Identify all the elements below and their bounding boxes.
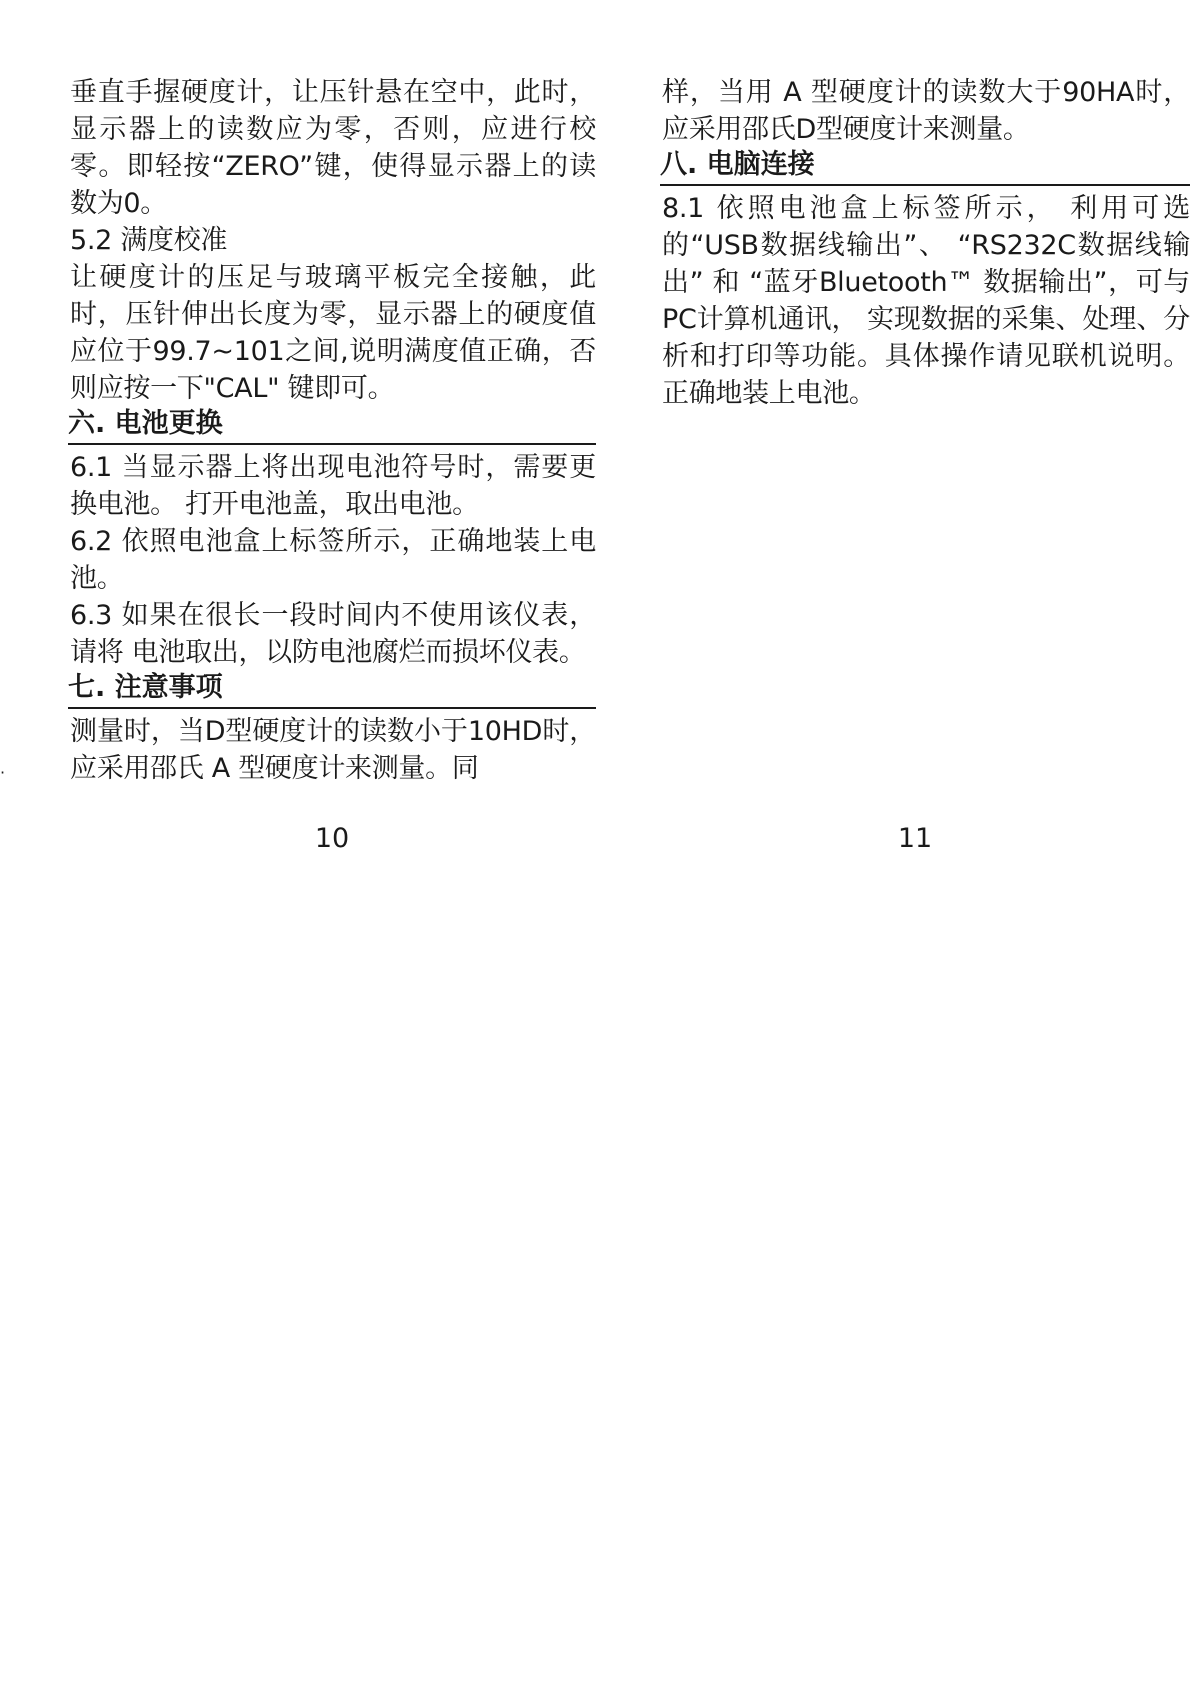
item-6-1: 6.1 当显示器上将出现电池符号时，需要更换电池。 打开电池盖，取出电池。 bbox=[70, 452, 596, 520]
item-6-3: 6.3 如果在很长一段时间内不使用该仪表，请将 电池取出，以防电池腐烂而损坏仪表。 bbox=[70, 600, 596, 668]
section-8-heading: 八. 电脑连接 bbox=[660, 148, 1190, 186]
section-6-heading: 六. 电池更换 bbox=[68, 407, 596, 445]
item-6-2: 6.2 依照电池盒上标签所示，正确地装上电池。 bbox=[70, 526, 596, 594]
subsection-5-2-text: 让硬度计的压足与玻璃平板完全接触，此时，压针伸出长度为零，显示器上的硬度值应位于99.7~101之间,说明满度值正确，否则应按一下"CAL" 键即可。 bbox=[70, 262, 596, 404]
right-page bbox=[662, 74, 1190, 412]
section-7-heading: 七. 注意事项 bbox=[68, 671, 596, 709]
left-page bbox=[70, 74, 596, 787]
intro-paragraph: 垂直手握硬度计，让压针悬在空中，此时，显示器上的读数应为零，否则，应进行校零。即轻按“ZERO”键，使得显示器上的读数为0。 bbox=[70, 77, 596, 219]
section-7-text: 测量时，当D型硬度计的读数小于10HD时，应采用邵氏 A 型硬度计来测量。同 bbox=[70, 716, 596, 784]
item-8-1: 8.1 依照电池盒上标签所示， 利用可选的“USB数据线输出”、 “RS232C数据线输出” 和 “蓝牙Bluetooth™ 数据输出”，可与PC计算机通讯， 实现数据的采集、处理、分析和打印等功能。具体操作请见联机说明。正确地装上电池。 bbox=[662, 193, 1190, 409]
margin-mark: · bbox=[0, 763, 6, 782]
page-number-left: 10 bbox=[314, 823, 350, 854]
section-7-continuation: 样，当用 A 型硬度计的读数大于90HA时，应采用邵氏D型硬度计来测量。 bbox=[662, 77, 1190, 145]
page-number-right: 11 bbox=[897, 823, 933, 854]
subsection-5-2-title: 5.2 满度校准 bbox=[70, 225, 228, 256]
